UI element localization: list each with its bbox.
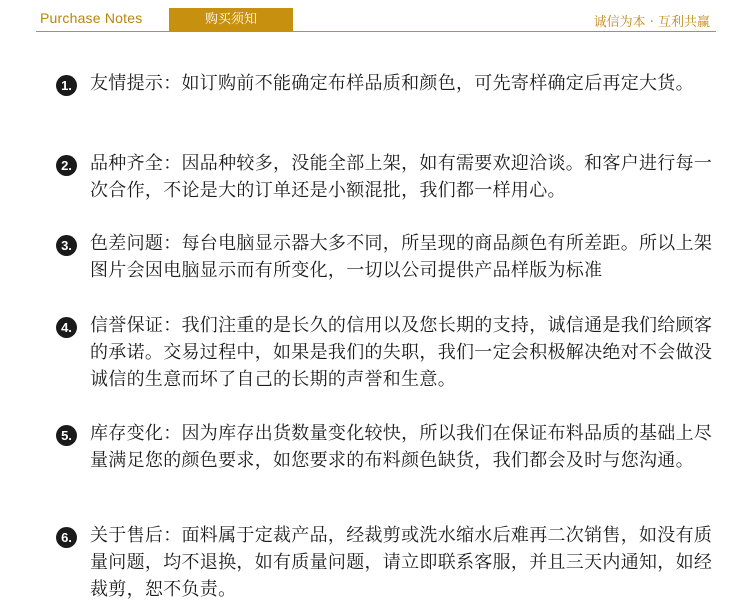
note-item (56, 420, 716, 474)
note-text: 信誉保证：我们注重的是长久的信用以及您长期的支持，诚信通是我们给顾客的承诺。交易过程中，如果是我们的失职，我们一定会积极解决绝对不会做没诚信的生意而坏了自己的长期的声誉和生意。 (90, 315, 713, 390)
note-number-badge: 6. (56, 527, 77, 548)
note-number-badge: 3. (56, 235, 77, 256)
note-text: 品种齐全：因品种较多，没能全部上架，如有需要欢迎洽谈。和客户进行每一次合作，不论是大的订单还是小额混批，我们都一样用心。 (90, 153, 713, 201)
note-item (56, 150, 716, 204)
header-slogan: 诚信为本 · 互利共赢 (593, 15, 710, 30)
note-item (56, 522, 716, 603)
note-text: 友情提示：如订购前不能确定布样品质和颜色，可先寄样确定后再定大货。 (90, 73, 694, 94)
header-divider (36, 31, 716, 32)
note-text: 库存变化：因为库存出货数量变化较快，所以我们在保证布料品质的基础上尽量满足您的颜色要求，如您要求的布料颜色缺货，我们都会及时与您沟通。 (90, 423, 713, 471)
note-number-badge: 1. (56, 75, 77, 96)
note-item (56, 70, 694, 97)
header (0, 0, 750, 36)
header-title-en: Purchase Notes (40, 10, 143, 26)
header-tab-purchase-notes: 购买须知 (169, 8, 293, 31)
note-text: 色差问题：每台电脑显示器大多不同，所呈现的商品颜色有所差距。所以上架图片会因电脑显示而有所变化，一切以公司提供产品样版为标准 (90, 233, 713, 281)
note-number-badge: 5. (56, 425, 77, 446)
note-number-badge: 2. (56, 155, 77, 176)
note-item (56, 312, 716, 393)
note-item (56, 230, 716, 284)
note-number-badge: 4. (56, 317, 77, 338)
note-text: 关于售后：面料属于定裁产品，经裁剪或洗水缩水后难再二次销售，如没有质量问题，均不退换，如有质量问题，请立即联系客服，并且三天内通知，如经裁剪，恕不负责。 (90, 525, 713, 600)
